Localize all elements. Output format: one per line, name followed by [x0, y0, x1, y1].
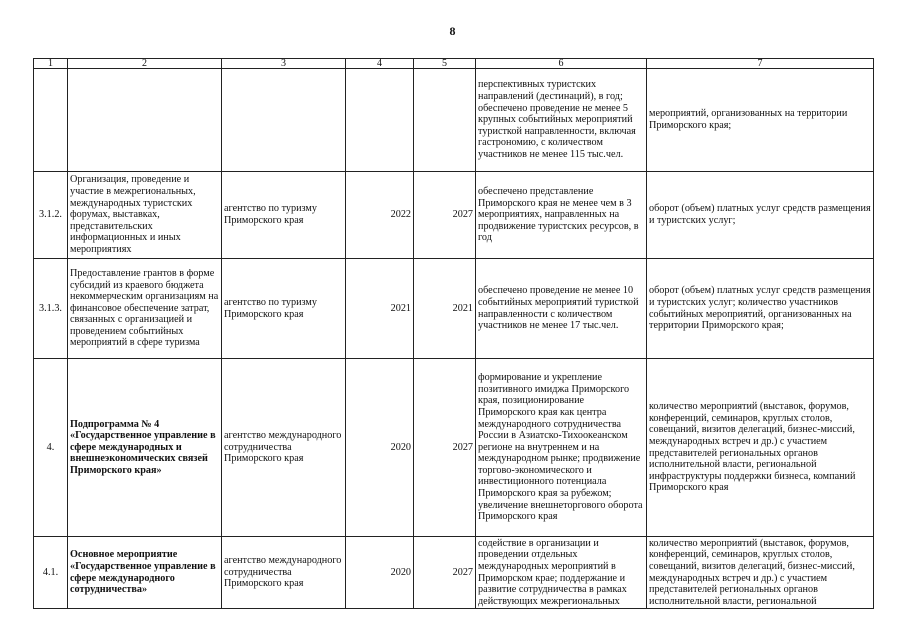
row-number-cell: 3.1.3.	[34, 259, 68, 359]
indicator-cell: оборот (объем) платных услуг средств размещения и туристских услуг; количество участников событийных мероприятий, организованных на территории Приморского края;	[647, 259, 874, 359]
row-number-cell: 4.	[34, 359, 68, 537]
agency-cell: агентство по туризму Приморского края	[222, 259, 346, 359]
table-row	[34, 172, 874, 259]
header-cell: 4	[346, 59, 414, 69]
table-row	[34, 259, 874, 359]
indicator-cell: оборот (объем) платных услуг средств размещения и туристских услуг;	[647, 172, 874, 259]
table-row	[34, 69, 874, 172]
table-row	[34, 537, 874, 609]
agency-cell	[222, 69, 346, 172]
row-number-cell	[34, 69, 68, 172]
row-number-cell: 3.1.2.	[34, 172, 68, 259]
start-year-cell: 2020	[346, 537, 414, 609]
start-year-cell	[346, 69, 414, 172]
row-number-cell: 4.1.	[34, 537, 68, 609]
agency-cell: агентство по туризму Приморского края	[222, 172, 346, 259]
page-number: 8	[449, 24, 456, 38]
header-row	[34, 59, 874, 69]
header-cell: 7	[647, 59, 874, 69]
event-name-cell: Предоставление грантов в форме субсидий из краевого бюджета некоммерческим организациям на финансовое обеспечение затрат, связанных с организацией и проведением событийных мероприятий в сфере туризма	[68, 259, 222, 359]
program-table	[33, 58, 874, 609]
indicator-cell: количество мероприятий (выставок, форумов, конференций, семинаров, круглых столов, совещаний, визитов делегаций, бизнес-миссий, международных встреч и др.) с участием представителей региональных органов исполнительной власти, региональной	[647, 537, 874, 609]
header-cell: 2	[68, 59, 222, 69]
start-year-cell: 2020	[346, 359, 414, 537]
result-cell: содействие в организации и проведении отдельных международных мероприятий в Приморском крае; поддержание и развитие сотрудничества в рамках действующих межрегиональных	[476, 537, 647, 609]
start-year-cell: 2021	[346, 259, 414, 359]
agency-cell: агентство международного сотрудничества Приморского края	[222, 359, 346, 537]
result-cell: обеспечено проведение не менее 10 событийных мероприятий туристкой направленности с количеством участников не менее 17 тыс.чел.	[476, 259, 647, 359]
indicator-cell: количество мероприятий (выставок, форумов, конференций, семинаров, круглых столов, совещаний, визитов делегаций, бизнес-миссий, международных встреч и др.) с участием представителей региональных органов исполнительной власти, региональной инфраструктуры поддержки бизнеса, компаний Приморского края	[647, 359, 874, 537]
end-year-cell	[414, 69, 476, 172]
header-cell: 5	[414, 59, 476, 69]
header-cell: 3	[222, 59, 346, 69]
event-name-cell	[68, 69, 222, 172]
main-event-name-cell: Основное мероприятие «Государственное управление в сфере международного сотрудничества»	[68, 537, 222, 609]
table-row	[34, 359, 874, 537]
end-year-cell: 2027	[414, 172, 476, 259]
subprogram-name-cell: Подпрограмма № 4 «Государственное управление в сфере международных и внешнеэкономических связей Приморского края»	[68, 359, 222, 537]
end-year-cell: 2021	[414, 259, 476, 359]
agency-cell: агентство международного сотрудничества Приморского края	[222, 537, 346, 609]
end-year-cell: 2027	[414, 537, 476, 609]
header-cell: 6	[476, 59, 647, 69]
start-year-cell: 2022	[346, 172, 414, 259]
result-cell: формирование и укрепление позитивного имиджа Приморского края, позиционирование Приморского края как центра международного сотрудничества России в Азиатско-Тихоокеанском регионе на внутреннем и на международном рынке; продвижение торгово-экономического и инвестиционного потенциала Приморского края за рубежом; увеличение внешнеторгового оборота Приморского края	[476, 359, 647, 537]
result-cell: обеспечено представление Приморского края не менее чем в 3 мероприятиях, направленных на продвижение туристских ресурсов, в год	[476, 172, 647, 259]
indicator-cell: мероприятий, организованных на территории Приморского края;	[647, 69, 874, 172]
end-year-cell: 2027	[414, 359, 476, 537]
result-cell: перспективных туристских направлений (дестинаций), в год; обеспечено проведение не менее 5 крупных событийных мероприятий туристкой направленности, включая гастрономию, с количеством участников не менее 115 тыс.чел.	[476, 69, 647, 172]
event-name-cell: Организация, проведение и участие в межрегиональных, международных туристских форумах, выставках, представительских информационных и иных мероприятиях	[68, 172, 222, 259]
header-cell: 1	[34, 59, 68, 69]
